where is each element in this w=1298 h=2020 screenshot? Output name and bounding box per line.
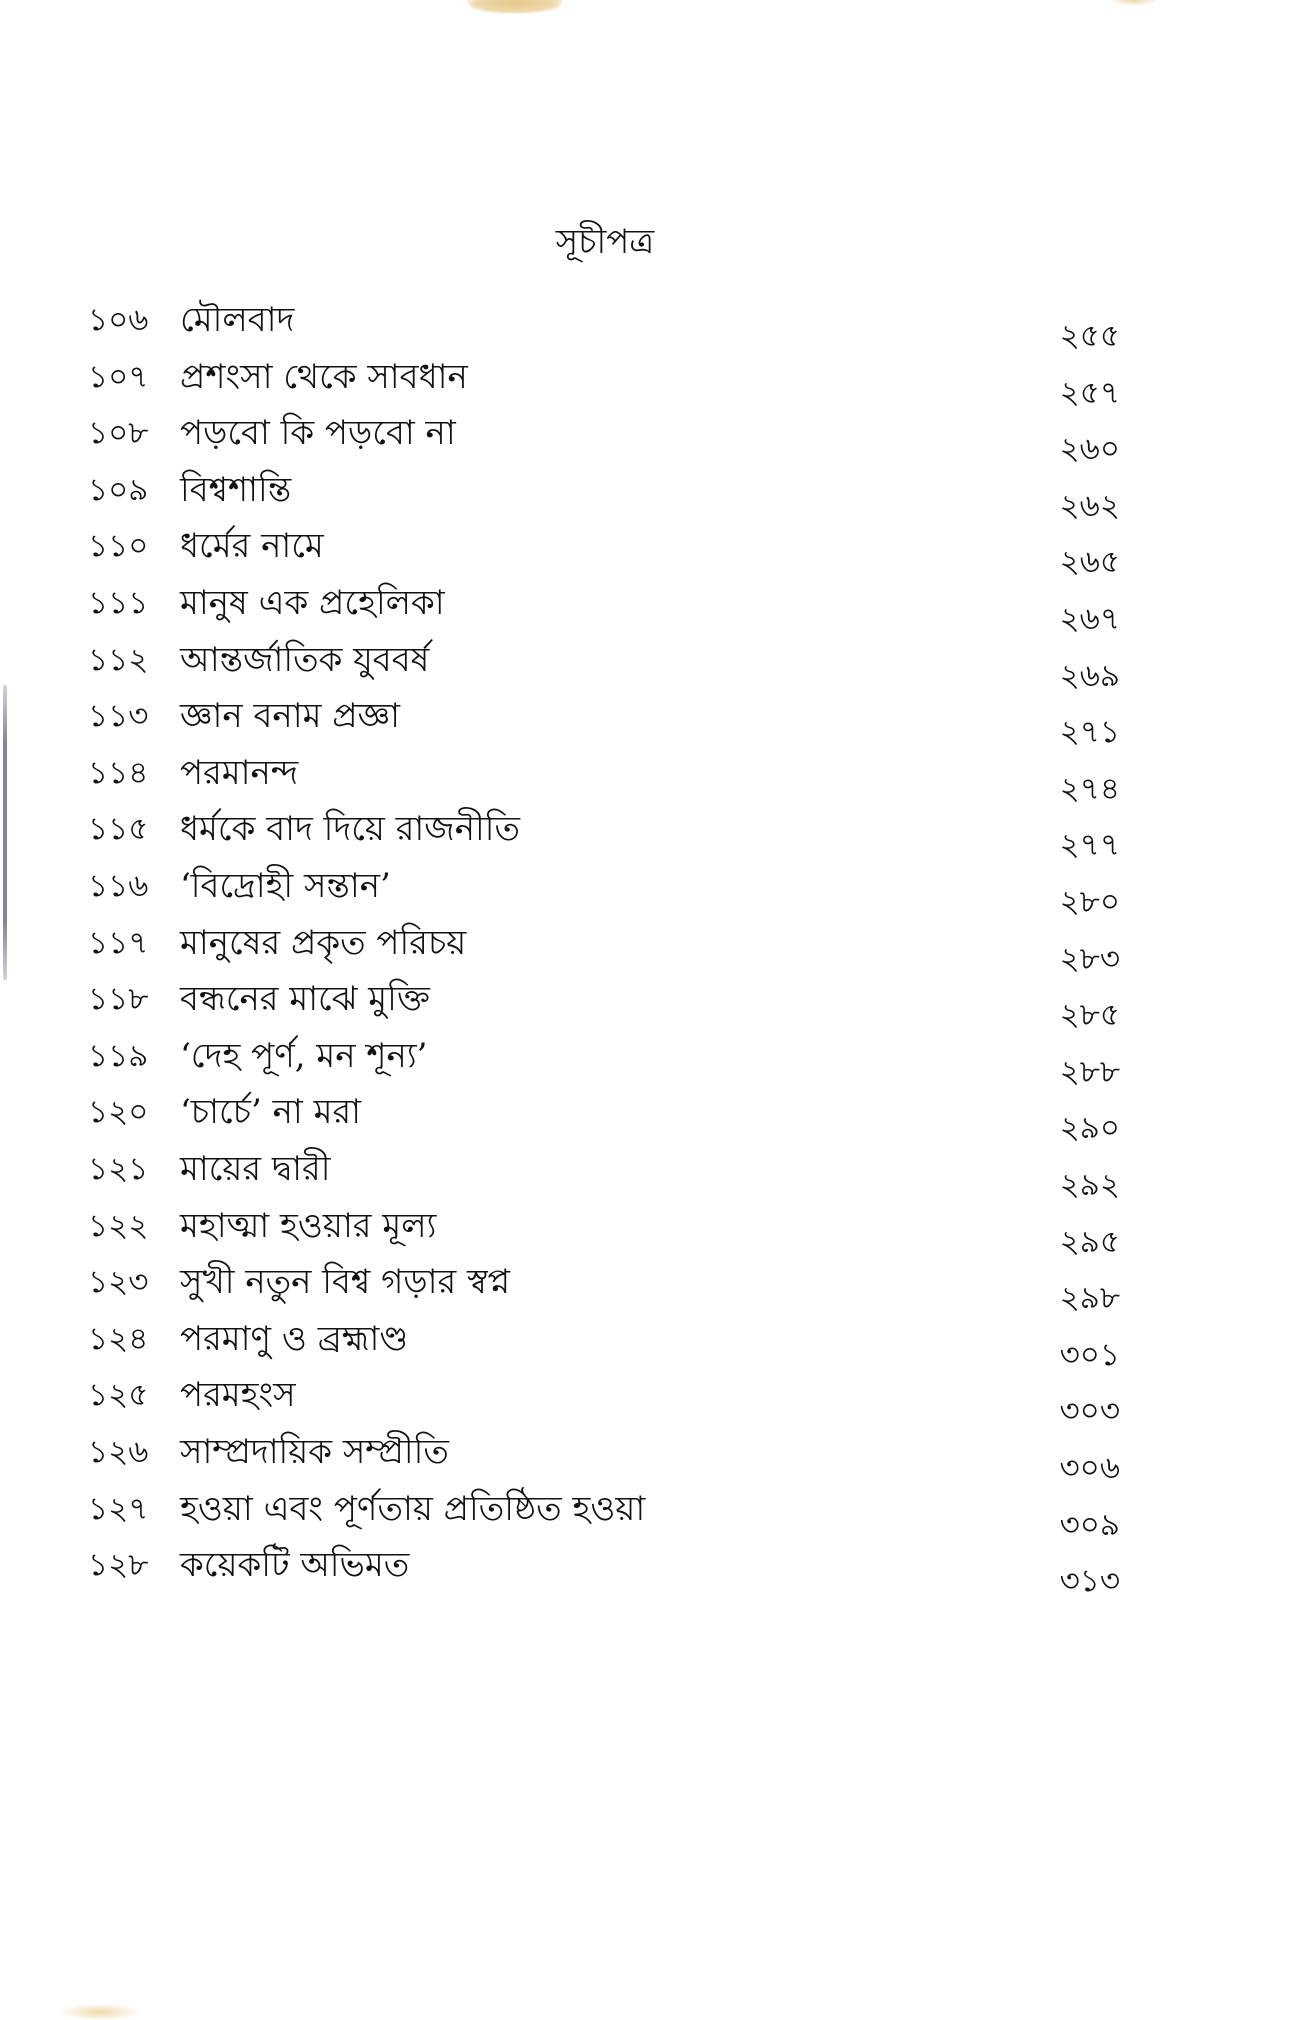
- toc-entry: [0, 1373, 1298, 1429]
- page-title: সূচীপত্র: [555, 222, 655, 262]
- toc-entry: [0, 1204, 1298, 1260]
- toc-entry: [0, 638, 1298, 694]
- toc-entry-title: ‘চার্চে’ না মরা: [180, 1092, 362, 1132]
- toc-entry-number: ১০৮: [88, 415, 149, 451]
- toc-entry-number: ১১৭: [88, 925, 149, 961]
- toc-entry: [0, 355, 1298, 411]
- toc-entry-page-number: ২৮৫: [1059, 997, 1120, 1033]
- toc-entry-number: ১২০: [88, 1094, 149, 1130]
- toc-entry-page-number: ৩০৯: [1059, 1507, 1120, 1543]
- toc-entry: [0, 751, 1298, 807]
- toc-entry-page-number: ৩১৩: [1059, 1563, 1120, 1599]
- toc-entry-title: বন্ধনের মাঝে মুক্তি: [180, 979, 430, 1019]
- toc-entry: [0, 694, 1298, 750]
- toc-entry-title: সাম্প্রদায়িক সম্প্রীতি: [180, 1432, 449, 1472]
- toc-entry-title: কয়েকটি অভিমত: [180, 1545, 410, 1585]
- toc-entry: [0, 298, 1298, 354]
- toc-entry-title: হওয়া এবং পূর্ণতায় প্রতিষ্ঠিত হওয়া: [180, 1489, 646, 1529]
- toc-entry-page-number: ২৫৭: [1059, 375, 1120, 411]
- toc-entry-page-number: ২৯২: [1059, 1167, 1120, 1203]
- toc-entry-page-number: ২৬৯: [1059, 658, 1120, 694]
- toc-entry-page-number: ২৬০: [1059, 431, 1120, 467]
- toc-entry: [0, 1147, 1298, 1203]
- toc-entry: [0, 864, 1298, 920]
- toc-entry: [0, 1034, 1298, 1090]
- toc-entry-title: মানুষ এক প্রহেলিকা: [180, 583, 445, 623]
- toc-entry-page-number: ২৭১: [1059, 714, 1120, 750]
- toc-entry-page-number: ২৮৩: [1059, 941, 1120, 977]
- toc-entry: [0, 524, 1298, 580]
- toc-entry-page-number: ২৬৫: [1059, 544, 1120, 580]
- toc-entry-number: ১২৭: [88, 1491, 149, 1527]
- toc-entry: [0, 1430, 1298, 1486]
- toc-entry-number: ১১৮: [88, 981, 149, 1017]
- toc-entry-title: পরমহংস: [180, 1375, 296, 1415]
- toc-entry-number: ১১৬: [88, 868, 149, 904]
- toc-entry-page-number: ২৮৮: [1059, 1054, 1120, 1090]
- toc-entry-page-number: ২৭৪: [1059, 771, 1120, 807]
- toc-entry-number: ১২৮: [88, 1547, 149, 1583]
- toc-entry-page-number: ২৮০: [1059, 884, 1120, 920]
- toc-entry-page-number: ৩০৬: [1059, 1450, 1120, 1486]
- toc-entry-page-number: ২৫৫: [1059, 318, 1120, 354]
- toc-entry: [0, 581, 1298, 637]
- toc-entry: [0, 921, 1298, 977]
- toc-entry-number: ১০৬: [88, 302, 149, 338]
- toc-entry-page-number: ৩০৩: [1059, 1393, 1120, 1429]
- toc-entry-page-number: ২৯৮: [1059, 1280, 1120, 1316]
- toc-entry-page-number: ২৬৭: [1059, 601, 1120, 637]
- toc-entry-number: ১২৫: [88, 1377, 149, 1413]
- toc-entry-number: ১১৯: [88, 1038, 149, 1074]
- toc-entry-number: ১০৭: [88, 359, 149, 395]
- toc-entry-title: মানুষের প্রকৃত পরিচয়: [180, 923, 467, 963]
- toc-entry-title: ধর্মকে বাদ দিয়ে রাজনীতি: [180, 809, 520, 849]
- toc-entry: [0, 1260, 1298, 1316]
- toc-entry: [0, 977, 1298, 1033]
- toc-entry-number: ১২৩: [88, 1264, 149, 1300]
- toc-entry-title: ‘দেহ পূর্ণ, মন শূন্য’: [180, 1036, 428, 1076]
- toc-entry-page-number: ২৬২: [1059, 488, 1120, 524]
- toc-entry-title: পরমাণু ও ব্রহ্মাণ্ড: [180, 1319, 409, 1359]
- toc-entry-title: মহাত্মা হওয়ার মূল্য: [180, 1206, 437, 1246]
- toc-entry-number: ১১৫: [88, 811, 149, 847]
- toc-entry: [0, 1487, 1298, 1543]
- toc-entry-page-number: ৩০১: [1059, 1337, 1120, 1373]
- toc-entry-number: ১২২: [88, 1208, 149, 1244]
- toc-entry-number: ১১১: [88, 585, 149, 621]
- toc-entry-title: প্রশংসা থেকে সাবধান: [180, 357, 468, 397]
- toc-entry-page-number: ২৯৫: [1059, 1224, 1120, 1260]
- toc-entry-title: সুখী নতুন বিশ্ব গড়ার স্বপ্ন: [180, 1262, 511, 1302]
- toc-entry-title: মায়ের দ্বারী: [180, 1149, 331, 1189]
- toc-entry-title: মৌলবাদ: [180, 300, 295, 340]
- toc-entry: [0, 468, 1298, 524]
- toc-entry-number: ১১২: [88, 642, 149, 678]
- toc-entry-title: পড়বো কি পড়বো না: [180, 413, 456, 453]
- toc-entry-title: ধর্মের নামে: [180, 526, 324, 566]
- toc-entry-title: পরমানন্দ: [180, 753, 299, 793]
- toc-entry: [0, 1543, 1298, 1599]
- toc-entry-title: ‘বিদ্রোহী সন্তান’: [180, 866, 391, 906]
- toc-entry: [0, 807, 1298, 863]
- toc-entry-page-number: ২৯০: [1059, 1110, 1120, 1146]
- toc-entry-title: জ্ঞান বনাম প্রজ্ঞা: [180, 696, 401, 736]
- toc-entry-page-number: ২৭৭: [1059, 827, 1120, 863]
- toc-entry: [0, 1317, 1298, 1373]
- toc-entry-number: ১১০: [88, 528, 149, 564]
- toc-entry: [0, 411, 1298, 467]
- toc-entry-number: ১২৪: [88, 1321, 149, 1357]
- toc-entry-title: আন্তর্জাতিক যুববর্ষ: [180, 640, 430, 680]
- toc-entry-number: ১১৩: [88, 698, 149, 734]
- toc-entry: [0, 1090, 1298, 1146]
- toc-entry-number: ১০৯: [88, 472, 149, 508]
- toc-entry-title: বিশ্বশান্তি: [180, 470, 292, 510]
- toc-entry-number: ১১৪: [88, 755, 149, 791]
- toc-entry-number: ১২১: [88, 1151, 149, 1187]
- toc-entry-number: ১২৬: [88, 1434, 149, 1470]
